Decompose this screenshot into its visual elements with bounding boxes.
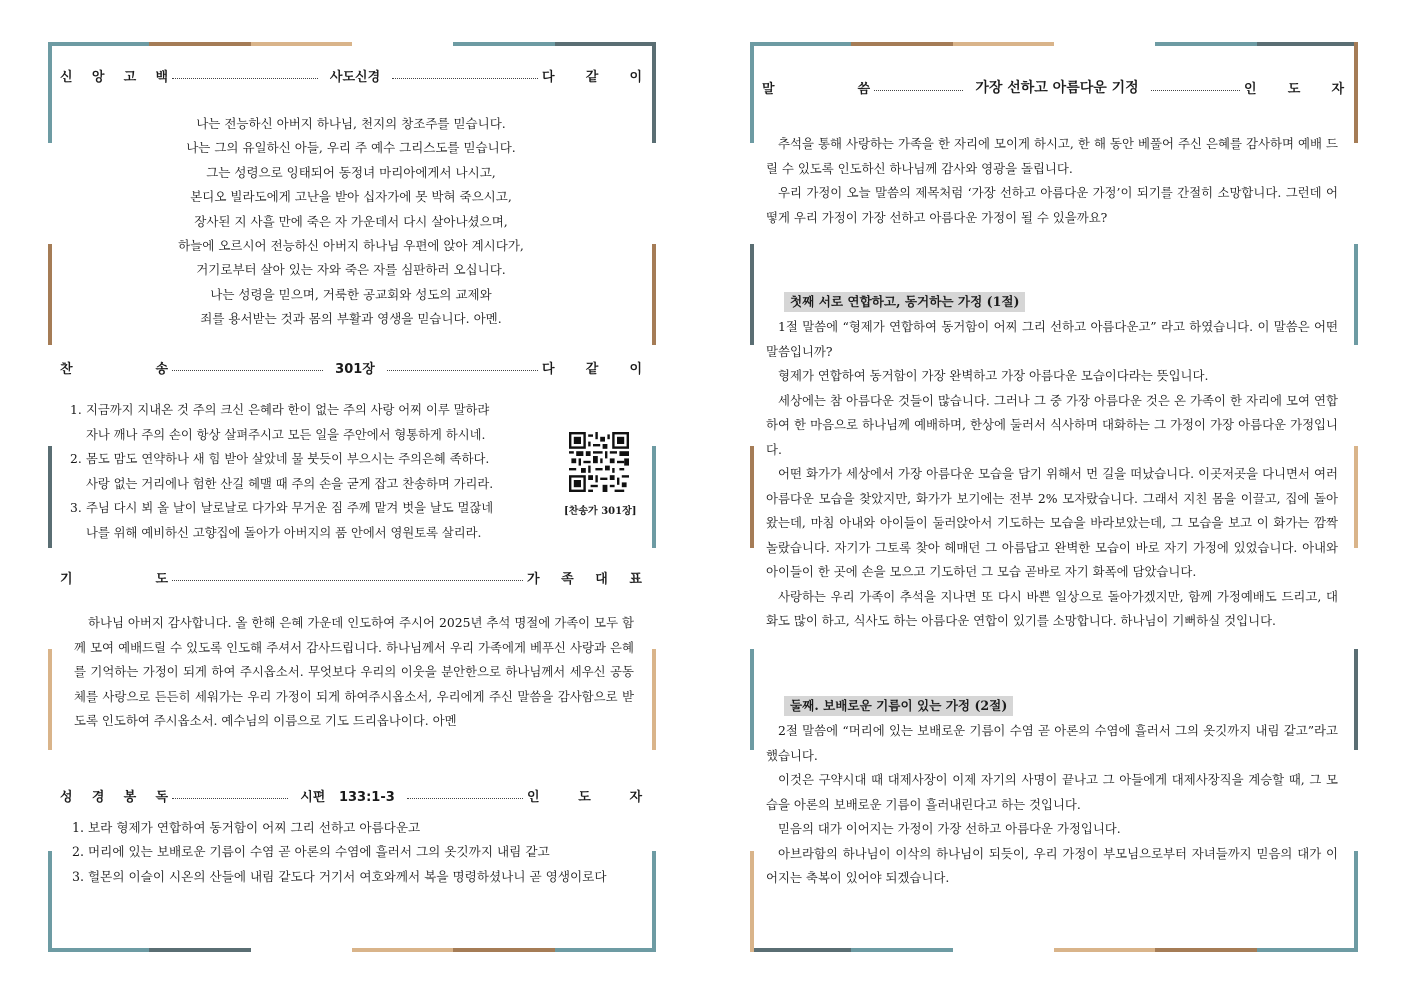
creed-title: 사도신경 xyxy=(329,69,381,85)
left-page xyxy=(48,42,656,952)
prayer-header xyxy=(60,566,642,588)
creed-role: 다 같 이 xyxy=(542,69,643,85)
prayer-role: 가 족 대 표 xyxy=(527,571,642,587)
scripture-text xyxy=(72,816,638,889)
leader-dots xyxy=(392,78,538,79)
hymn-verse: 2. 몸도 맘도 연약하나 새 힘 받아 살았네 물 붓듯이 부으시는 주의은혜 족하다. 사랑 없는 거리에나 험한 산길 헤맬 때 주의 손을 굳게 잡고 찬송하며 가리라. xyxy=(70,452,494,491)
scripture-header xyxy=(60,784,642,806)
left-border-band xyxy=(750,42,754,952)
creed-text: 나는 전능하신 아버지 하나님, 천지의 창조주를 믿습니다. 나는 그의 유일하신 아들, 우리 주 예수 그리스도를 믿습니다. 그는 성령으로 잉태되어 동정녀 마리아에게서 나시고, 본디오 빌라도에게 고난을 받아 십자가에 못 박혀 죽으시고, 장사된 지 사흘 만에 죽은 자 가운데서 다시 살아나셨으며, 하늘에 오르시어 전능하신 아버지 하나님 우편에 앉아 계시다가, 거기로부터 살아 있는 자와 죽은 자를 심판하러 오십니다. 나는 성령을 믿으며, 거룩한 공교회와 성도의 교제와 죄를 용서받는 것과 몸의 부활과 영생을 믿습니다. 아멘. xyxy=(178,116,524,327)
creed-header xyxy=(60,64,642,86)
sermon-role: 인 도 자 xyxy=(1244,81,1345,97)
hymn-lyrics xyxy=(70,398,550,546)
scripture-label: 성 경 봉 독 xyxy=(60,789,168,805)
sermon-header xyxy=(762,76,1344,98)
hymn-verse: 1. 지금까지 지내온 것 주의 크신 은혜라 한이 없는 주의 사랑 어찌 이루 말하랴 자나 깨나 주의 손이 항상 살펴주시고 모든 일을 주안에서 형통하게 하시네. xyxy=(70,403,490,442)
scripture-title: 시편 133:1-3 xyxy=(300,789,395,805)
sermon-label: 말 씀 xyxy=(762,81,870,97)
leader-dots xyxy=(387,370,538,371)
point1-heading: 첫째 서로 연합하고, 동거하는 가정 (1절) xyxy=(784,292,1025,312)
point2-heading: 둘째. 보배로운 기름이 있는 가정 (2절) xyxy=(784,696,1013,716)
scripture-verse: 1. 보라 형제가 연합하여 동거함이 어찌 그리 선하고 아름다운고 xyxy=(72,820,421,835)
leader-dots xyxy=(172,798,288,799)
scripture-verse: 3. 헐몬의 이슬이 시온의 산들에 내림 같도다 거기서 여호와께서 복을 명령하셨나니 곧 영생이로다 xyxy=(72,868,607,884)
hymn-role: 다 같 이 xyxy=(542,361,643,377)
leader-dots xyxy=(172,370,323,371)
point2-body: 2절 말씀에 “머리에 있는 보배로운 기름이 수염 곧 아론의 수염에 흘러서 그의 옷깃까지 내림 같고”라고 했습니다. 이것은 구약시대 때 대제사장이 이제 자기의 사명이 끝나고 그 아들에게 대제사장직을 계승할 때, 그 모습을 아론의 보배로운 기름이 흘러내린다고 하는 것입니다. 믿음의 대가 이어지는 가정이 가장 선하고 아름다운 가정입니다. 아브라함의 하나님이 이삭의 하나님이 되듯이, 우리 가정이 부모님으로부터 자녀들까지 믿음의 대가 이어지는 축복이 있어야 되겠습니다. xyxy=(766,723,1338,885)
prayer-label: 기 도 xyxy=(60,571,168,587)
right-border-band xyxy=(652,42,656,952)
hymn-label: 찬 송 xyxy=(60,361,168,377)
right-border-band xyxy=(1354,42,1358,952)
leader-dots xyxy=(874,90,963,91)
right-page xyxy=(750,42,1358,952)
leader-dots xyxy=(407,798,523,799)
left-border-band xyxy=(48,42,52,952)
scripture-verse: 2. 머리에 있는 보배로운 기름이 수염 곧 아론의 수염에 흘러서 그의 옷깃까지 내림 같고 xyxy=(72,844,550,860)
sermon-intro: 추석을 통해 사랑하는 가족을 한 자리에 모이게 하시고, 한 해 동안 베풀어 주신 은혜를 감사하며 예배 드릴 수 있도록 인도하신 하나님께 감사와 영광을 돌립니다. 우리 가정이 오늘 말씀의 제목처럼 ‘가장 선하고 아름다운 가정’이 되기를 간절히 소망합니다. 그런데 어떻게 우리 가정이 가장 선하고 아름다운 가정이 될 수 있을까요? xyxy=(766,136,1338,225)
leader-dots xyxy=(172,78,318,79)
leader-dots xyxy=(1151,90,1240,91)
scripture-role: 인 도 자 xyxy=(527,789,643,805)
hymn-verse: 3. 주님 다시 뵈 올 날이 날로날로 다가와 무거운 짐 주께 맡겨 벗을 날도 멀잖네 나를 위해 예비하신 고향집에 돌아가 아버지의 품 안에서 영원토록 살리라. xyxy=(70,501,494,540)
hymn-qr[interactable] xyxy=(564,432,637,517)
hymn-header xyxy=(60,356,642,378)
hymn-title: 301장 xyxy=(335,361,375,377)
qr-caption: [찬송가 301장] xyxy=(564,506,637,517)
qr-code-icon[interactable] xyxy=(569,432,629,492)
creed-label: 신 앙 고 백 xyxy=(60,69,168,85)
sermon-title: 가장 선하고 아름다운 기정 xyxy=(975,80,1139,96)
point1-body: 1절 말씀에 “형제가 연합하여 동거함이 어찌 그리 선하고 아름다운고” 라고 하였습니다. 이 말씀은 어떤 말씀입니까? 형제가 연합하여 동거함이 가장 완벽하고 가장 아름다운 모습이다라는 뜻입니다. 세상에는 참 아름다운 것들이 많습니다. 그러나 그 중 가장 아름다운 것은 온 가족이 한 자리에 모여 연합하여 한 마음으로 하나님께 예배하며, 한상에 둘러서 식사하며 대화하는 그 가정이 가장 아름다운 가정입니다. 어떤 화가가 세상에서 가장 아름다운 모습을 담기 위해서 먼 길을 떠났습니다. 이곳저곳을 다니면서 여러 아름다운 모습을 찾았지만, 화가가 보기에는 전부 2% 모자랐습니다. 그래서 지친 몸을 이끌고, 집에 돌아왔는데, 마침 아내와 아이들이 둘러앉아서 기도하는 모습을 바라보았는데, 그 모습을 보고 이 화가는 깜짝 놀랐습니다. 자기가 그토록 찾아 헤매던 그 아름답고 완벽한 모습이 바로 자기 가정에 있었습니다. 아내와 아이들이 한 곳에 손을 모으고 기도하던 그 모습 곧바로 자기 화폭에 담았습니다. 사랑하는 우리 가족이 추석을 지나면 또 다시 바쁜 일상으로 돌아가겠지만, 함께 가정예배도 드리고, 대화도 많이 하고, 식사도 하는 아름다운 연합이 있기를 소망합니다. 하나님이 기뻐하실 것입니다. xyxy=(766,319,1338,628)
prayer-text: 하나님 아버지 감사합니다. 올 한해 은혜 가운데 인도하여 주시어 2025년 추석 명절에 가족이 모두 함께 모여 예배드릴 수 있도록 인도해 주셔서 감사드립니다. 하나님께서 우리 가족에게 베푸신 사랑과 은혜를 기억하는 가정이 되게 하여 주시옵소서. 무엇보다 우리의 이웃을 분안한으로 하나님께서 세우신 공동체를 사랑으로 든든히 세워가는 우리 가정이 되게 하여주시옵소서, 우리에게 주신 말씀을 감사함으로 받도록 인도하여 주시옵소서. 예수님의 이름으로 기도 드리옵나이다. 아멘 xyxy=(74,615,634,729)
leader-dots xyxy=(172,580,523,581)
